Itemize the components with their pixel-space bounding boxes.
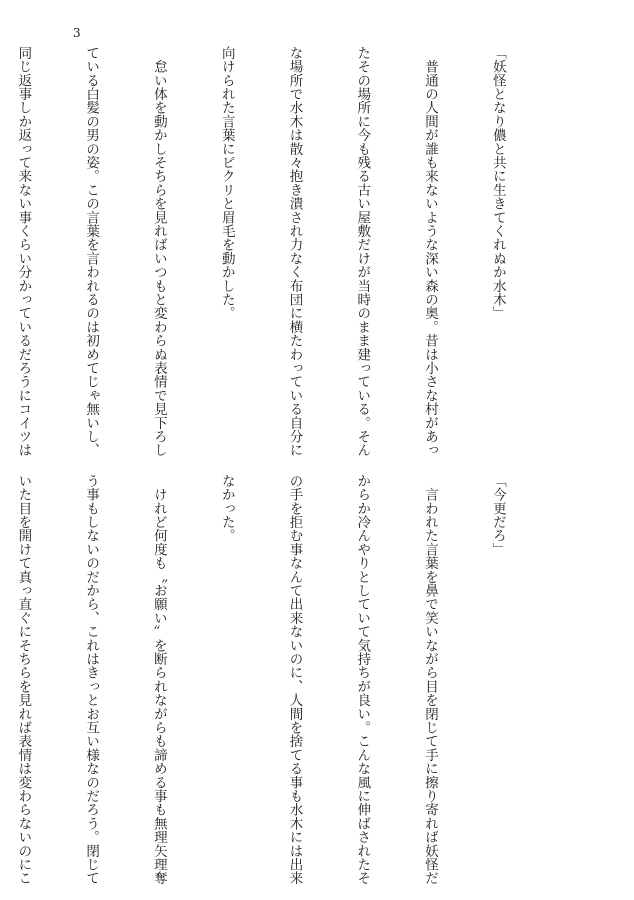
text-line: けれど何度も〝お願い〟を断られながらも諦める事も無理矢理奪 — [150, 474, 167, 885]
text-column-bottom — [15, 474, 554, 885]
text-line: なかった。 — [218, 474, 235, 543]
text-line: 同じ返事しか返って来ない事くらい分かっているだろうにコイツは — [15, 46, 32, 457]
page-number: 3 — [73, 26, 81, 40]
text-line: たその場所に今も残る古い屋敷だけが当時のまま建っている。そん — [354, 46, 371, 457]
text-line: な場所で水木は散々抱き潰され力なく布団に横たわっている自分に — [286, 46, 303, 457]
text-line: う事もしないのだから、これはきっとお互い様なのだろう。閉じて — [83, 474, 100, 885]
text-line: 怠い体を動かしそちらを見ればいつもと変わらぬ表情で見下ろし — [150, 46, 167, 457]
text-line: いた目を開けて真っ直ぐにそちらを見れば表情は変わらないのにこ — [15, 474, 32, 885]
text-line: 向けられた言葉にピクリと眉毛を動かした。 — [218, 46, 235, 320]
text-line: 「妖怪となり儂と共に生きてくれぬか水木」 — [489, 46, 506, 320]
text-column-top — [15, 46, 554, 457]
text-line: からか冷んやりとしていて気持ちが良い。こんな風に伸ばされたそ — [354, 474, 371, 885]
text-line: 普通の人間が誰も来ないような深い森の奥。昔は小さな村があっ — [422, 46, 439, 457]
text-line: 「今更だろ」 — [489, 474, 506, 557]
text-line: ている白髪の男の姿。この言葉を言われるのは初めてじゃ無いし、 — [83, 46, 100, 457]
text-line: の手を拒む事なんて出来ないのに、人間を捨てる事も水木には出来 — [286, 474, 303, 885]
text-line: 言われた言葉を鼻で笑いながら目を閉じて手に擦り寄れば妖怪だ — [422, 474, 439, 885]
